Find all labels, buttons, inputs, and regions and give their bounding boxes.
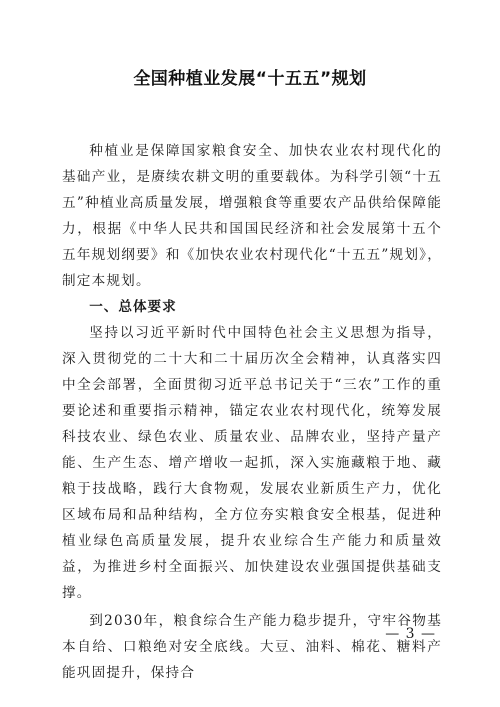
- document-body: [62, 138, 442, 686]
- document-title: 全国种植业发展“十五五”规划: [133, 69, 367, 89]
- page-number: — 3 —: [385, 626, 436, 642]
- guiding-principles-paragraph: 坚持以习近平新时代中国特色社会主义思想为指导，深入贯彻党的二十大和二十届历次全会精神，认真落实四中全会部署，全面贯彻习近平总书记关于“三农”工作的重要论述和重要指示精神，锚定农业农村现代化，统筹发展科技农业、绿色农业、质量农业、品牌农业，坚持产量产能、生产生态、增产增收一起抓，深入实施藏粮于地、藏粮于技战略，践行大食物观，发展农业新质生产力，优化区域布局和品种结构，全方位夯实粮食安全根基，促进种植业绿色高质量发展，提升农业综合生产能力和质量效益，为推进乡村全面振兴、加快建设农业强国提供基础支撑。: [62, 325, 442, 601]
- intro-paragraph: 种植业是保障国家粮食安全、加快农业农村现代化的基础产业，是赓续农耕文明的重要载体。为科学引领“十五五”种植业高质量发展，增强粮食等重要农产品供给保障能力，根据《中华人民共和国国民经济和社会发展第十五个五年规划纲要》和《加快农业农村现代化“十五五”规划》，制定本规划。: [62, 143, 442, 289]
- targets-paragraph: 到2030年，粮食综合生产能力稳步提升，守牢谷物基本自给、口粮绝对安全底线。大豆、油料、棉花、糖料产能巩固提升，保持合: [62, 613, 442, 681]
- section-heading: 一、总体要求: [89, 299, 177, 315]
